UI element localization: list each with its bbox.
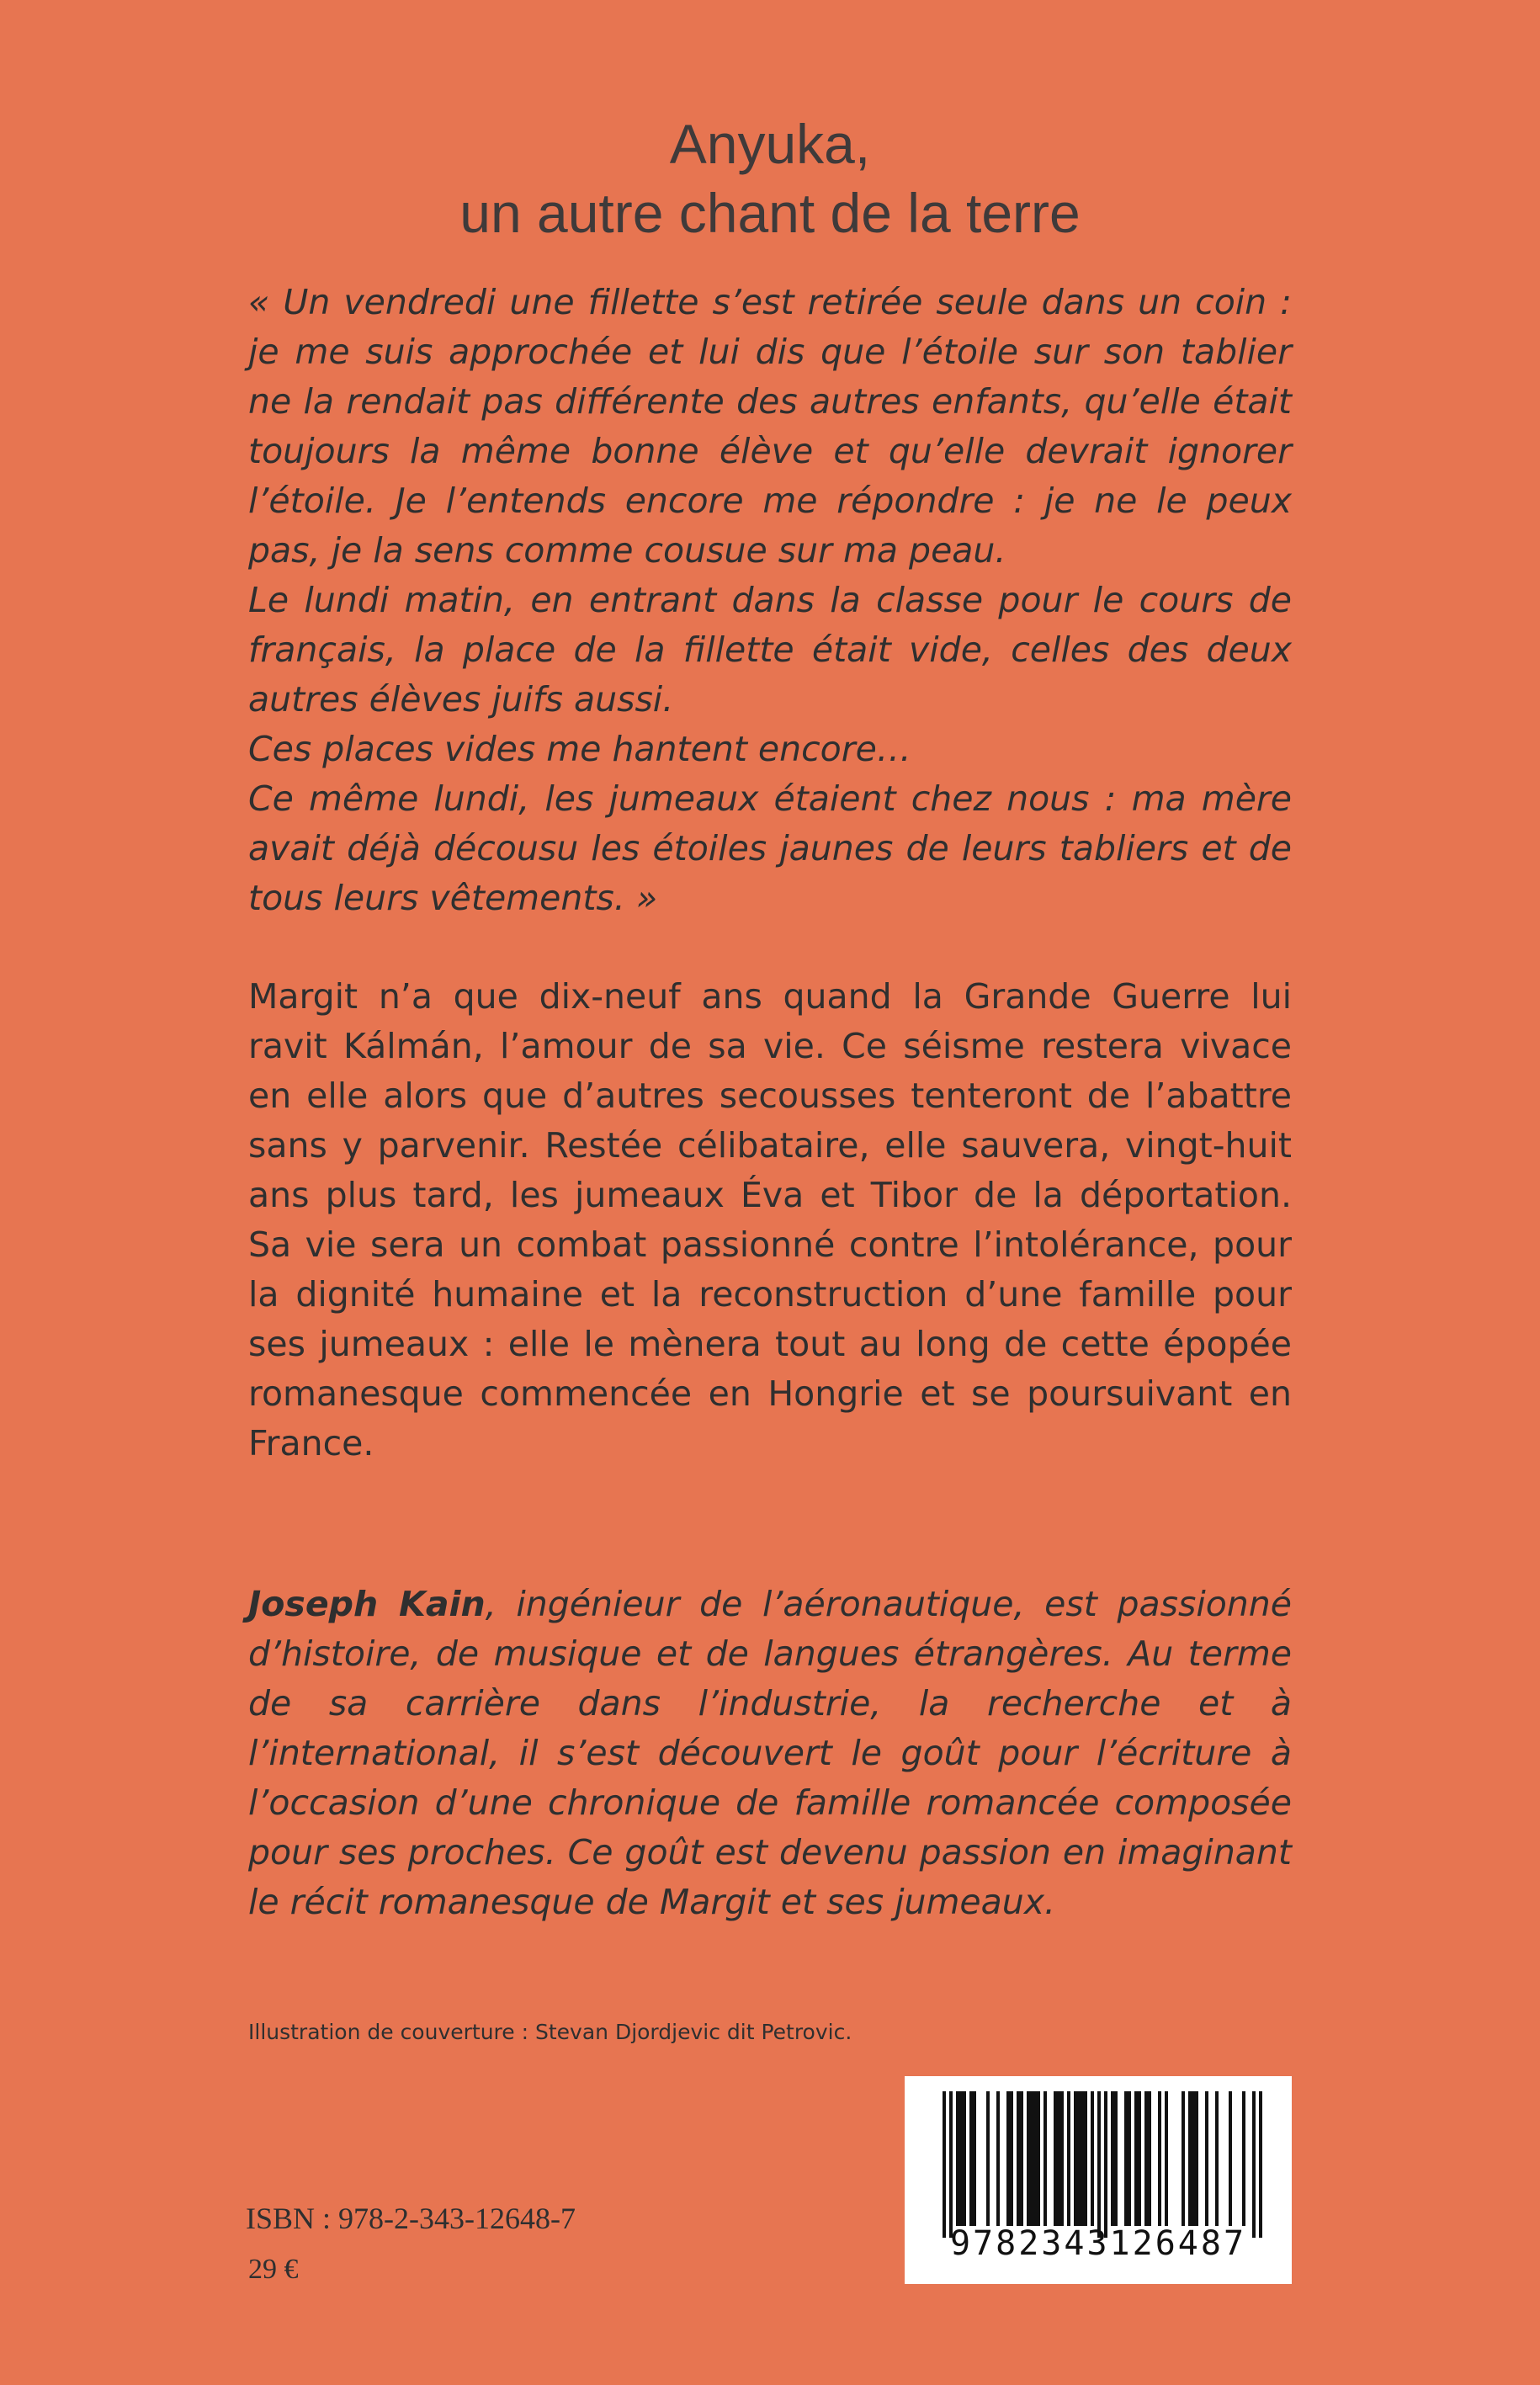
barcode-bar xyxy=(1182,2091,1185,2226)
barcode-bar xyxy=(1081,2091,1084,2226)
barcode xyxy=(905,2076,1292,2284)
barcode-digits: 9782343126487 xyxy=(949,2224,1247,2263)
barcode-bar xyxy=(1158,2091,1161,2226)
barcode-bar xyxy=(1054,2091,1057,2226)
barcode-bar xyxy=(1188,2091,1192,2226)
barcode-bar xyxy=(1043,2091,1047,2226)
barcode-bar xyxy=(1067,2091,1070,2226)
barcode-bar xyxy=(1192,2091,1195,2226)
barcode-bar xyxy=(1195,2091,1198,2226)
barcode-bar xyxy=(959,2091,963,2226)
barcode-bar xyxy=(1138,2091,1141,2226)
barcode-bar xyxy=(1084,2091,1087,2226)
price-label: 29 € xyxy=(248,2254,299,2285)
barcode-bar xyxy=(996,2091,1000,2226)
barcode-bar xyxy=(1060,2091,1064,2226)
quote-paragraph: Ce même lundi, les jumeaux étaient chez nous : ma mère avait déjà décousu les étoiles jaunes de leurs tabliers et de tous leurs vêtements. » xyxy=(248,778,1292,918)
barcode-bar xyxy=(1259,2091,1262,2238)
author-name: Joseph Kain xyxy=(248,1584,486,1624)
isbn-label: ISBN : 978-2-343-12648-7 xyxy=(246,2202,576,2235)
barcode-bar xyxy=(1037,2091,1040,2226)
barcode-bar xyxy=(1020,2091,1023,2226)
barcode-bar xyxy=(1104,2091,1107,2238)
barcode-bar xyxy=(956,2091,959,2226)
barcode-bar xyxy=(1165,2091,1168,2226)
title-line-1: Anyuka, xyxy=(669,113,871,175)
barcode-bar xyxy=(1006,2091,1010,2226)
barcode-bar xyxy=(943,2091,946,2238)
barcode-bar xyxy=(949,2091,953,2238)
author-bio-text: , ingénieur de l’aéronautique, est passionné d’histoire, de musique et de langues étrangères. Au terme de sa carrière dans l’industrie, la recherche et à l’international, il s’est découvert le goût pour l’écriture à l’occasion d’une chronique de famille romancée composée pour ses proches. Ce goût est devenu passion en imaginant le récit romanesque de Margit et ses jumeaux. xyxy=(248,1584,1293,1922)
barcode-bar xyxy=(1215,2091,1219,2226)
quote-paragraph: Ces places vides me hantent encore… xyxy=(248,729,911,769)
barcode-bar xyxy=(1114,2091,1118,2226)
barcode-bar xyxy=(1229,2091,1232,2226)
author-bio xyxy=(248,1580,1292,1927)
book-summary: Margit n’a que dix-neuf ans quand la Grande Guerre lui ravit Kálmán, l’amour de sa vie. Ce séisme restera vivace en elle alors que d’autres secousses tenteront de l’abattre sans y parvenir. Restée célibataire, elle sauvera, vingt-huit ans plus tard, les jumeaux Éva et Tibor de la déportation. Sa vie sera un combat passionné contre l’intolérance, pour la dignité humaine et la reconstruction d’une famille pour ses jumeaux : elle le mènera tout au long de cette épopée romanesque commencée en Hongrie et se poursuivant en France. xyxy=(248,976,1292,1463)
barcode-bar xyxy=(1057,2091,1060,2226)
barcode-bar xyxy=(1111,2091,1114,2226)
barcode-bar xyxy=(1033,2091,1037,2226)
cover-illustration-credit: Illustration de couverture : Stevan Djordjevic dit Petrovic. xyxy=(248,2020,852,2044)
quote-paragraph: Le lundi matin, en entrant dans la classe pour le cours de français, la place de la fillette était vide, celles des deux autres élèves juifs aussi. xyxy=(248,580,1292,720)
barcode-bar xyxy=(1030,2091,1033,2226)
barcode-bar xyxy=(1017,2091,1020,2226)
barcode-bar xyxy=(973,2091,976,2226)
barcode-bar xyxy=(969,2091,973,2226)
barcode-bar xyxy=(1148,2091,1151,2226)
quote-paragraph: « Un vendredi une fillette s’est retirée seule dans un coin : je me suis approchée et lui dis que l’étoile sur son tablier ne la rendait pas différente des autres enfants, qu’elle était toujours la même bonne élève et qu’elle devrait ignorer l’étoile. Je l’entends encore me répondre : je ne le peux pas, je la sens comme cousue sur ma peau. xyxy=(248,282,1292,571)
barcode-bar xyxy=(1205,2091,1208,2226)
barcode-bar xyxy=(1074,2091,1077,2226)
barcode-bar xyxy=(1242,2091,1245,2226)
barcode-bar xyxy=(1077,2091,1081,2226)
barcode-bar xyxy=(1010,2091,1013,2226)
barcode-bar xyxy=(1252,2091,1256,2238)
barcode-bar xyxy=(1091,2091,1094,2226)
barcode-bar xyxy=(1144,2091,1148,2226)
book-title xyxy=(0,109,1540,247)
barcode-bar xyxy=(1097,2091,1101,2238)
excerpt-quote xyxy=(248,278,1292,923)
barcode-bar xyxy=(963,2091,966,2226)
barcode-bar xyxy=(1128,2091,1131,2226)
title-line-2: un autre chant de la terre xyxy=(459,182,1081,244)
barcode-bar xyxy=(1027,2091,1030,2226)
barcode-bar xyxy=(1134,2091,1138,2226)
barcode-bar xyxy=(1124,2091,1128,2226)
barcode-bar xyxy=(986,2091,990,2226)
